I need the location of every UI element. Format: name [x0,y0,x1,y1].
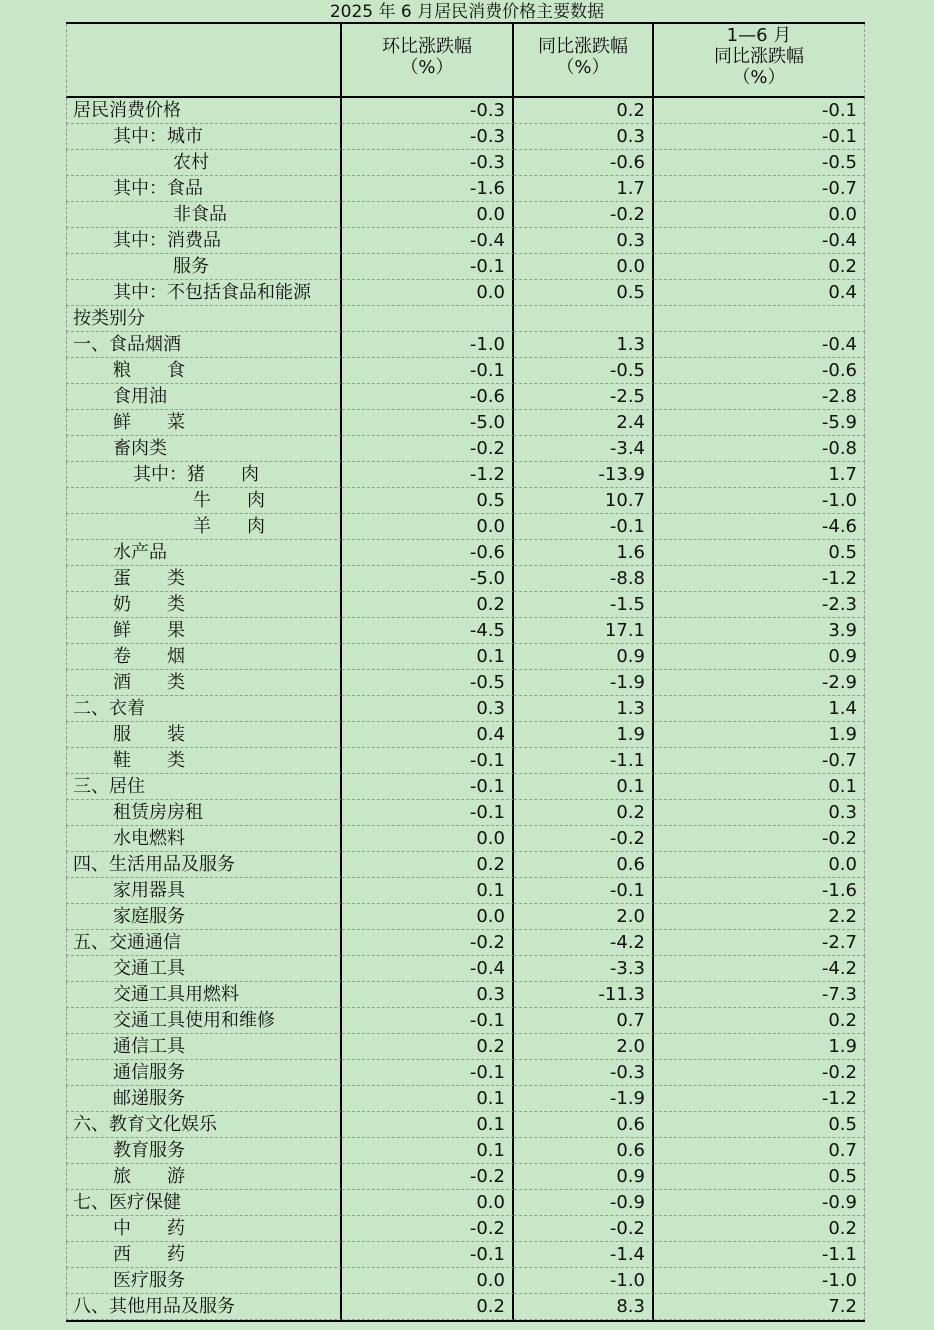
row-yoy-value: 2.0 [514,904,654,930]
row-mom-value: -1.0 [342,332,514,358]
header-mom [342,24,514,98]
row-label: 酒 类 [66,670,342,696]
row-label: 八、其他用品及服务 [66,1294,342,1320]
row-yoy-value: 0.6 [514,852,654,878]
row-label: 蛋 类 [66,566,342,592]
row-yoy-value: -1.1 [514,748,654,774]
row-ytd-value: -1.1 [654,1242,865,1268]
row-label: 家庭服务 [66,904,342,930]
row-yoy-value: -0.3 [514,1060,654,1086]
row-label: 食用油 [66,384,342,410]
row-yoy-value: 8.3 [514,1294,654,1320]
row-yoy-value: -4.2 [514,930,654,956]
row-ytd-value: -0.9 [654,1190,865,1216]
row-mom-value: -0.5 [342,670,514,696]
row-label: 西 药 [66,1242,342,1268]
row-ytd-value: 1.7 [654,462,865,488]
row-label: 鞋 类 [66,748,342,774]
row-label: 其中：猪 肉 [66,462,342,488]
row-label: 服务 [66,254,342,280]
row-yoy-value: 10.7 [514,488,654,514]
row-label: 五、交通通信 [66,930,342,956]
row-mom-value: 0.1 [342,1138,514,1164]
row-label: 医疗服务 [66,1268,342,1294]
header-ytd-line1: 1—6 月 [726,25,792,46]
row-mom-value: -0.1 [342,1060,514,1086]
row-ytd-value: -0.8 [654,436,865,462]
row-mom-value: -0.1 [342,1242,514,1268]
row-yoy-value: -13.9 [514,462,654,488]
row-yoy-value: -3.4 [514,436,654,462]
row-ytd-value: -0.2 [654,1060,865,1086]
row-label: 牛 肉 [66,488,342,514]
row-yoy-value: 0.7 [514,1008,654,1034]
row-yoy-value: -0.6 [514,150,654,176]
row-mom-value: -0.3 [342,150,514,176]
row-yoy-value: 0.3 [514,124,654,150]
row-yoy-value: 0.3 [514,228,654,254]
row-ytd-value: 1.4 [654,696,865,722]
row-label: 其中：食品 [66,176,342,202]
row-mom-value: 0.2 [342,852,514,878]
row-yoy-value: -0.2 [514,826,654,852]
row-label: 邮递服务 [66,1086,342,1112]
row-yoy-value: 0.9 [514,1164,654,1190]
row-yoy-value: 0.5 [514,280,654,306]
row-ytd-value: 0.1 [654,774,865,800]
row-ytd-value: -0.1 [654,98,865,124]
row-mom-value: -0.6 [342,384,514,410]
row-mom-value: -0.6 [342,540,514,566]
row-yoy-value: 1.9 [514,722,654,748]
row-mom-value: -0.1 [342,800,514,826]
row-label: 其中：不包括食品和能源 [66,280,342,306]
row-mom-value: -0.1 [342,774,514,800]
row-label: 交通工具使用和维修 [66,1008,342,1034]
row-ytd-value: -1.0 [654,1268,865,1294]
row-label: 一、食品烟酒 [66,332,342,358]
row-ytd-value: 0.5 [654,1112,865,1138]
page-title: 2025 年 6 月居民消费价格主要数据 [329,2,605,22]
row-ytd-value: -0.6 [654,358,865,384]
row-label: 水电燃料 [66,826,342,852]
row-ytd-value: -0.7 [654,176,865,202]
row-mom-value: 0.4 [342,722,514,748]
row-mom-value: 0.2 [342,1294,514,1320]
row-label: 通信工具 [66,1034,342,1060]
header-yoy-line2: （%） [556,57,610,78]
row-ytd-value: -1.6 [654,878,865,904]
row-label: 四、生活用品及服务 [66,852,342,878]
header-yoy-line1: 同比涨跌幅 [538,36,628,57]
row-label: 中 药 [66,1216,342,1242]
row-yoy-value: -8.8 [514,566,654,592]
row-ytd-value: -2.7 [654,930,865,956]
row-ytd-value: 0.3 [654,800,865,826]
row-label: 交通工具用燃料 [66,982,342,1008]
row-yoy-value: 0.6 [514,1112,654,1138]
row-yoy-value: 2.0 [514,1034,654,1060]
row-mom-value: 0.1 [342,644,514,670]
row-mom-value [342,306,514,332]
row-mom-value: -1.6 [342,176,514,202]
row-yoy-value: 0.0 [514,254,654,280]
row-label: 其中：城市 [66,124,342,150]
row-ytd-value: -2.3 [654,592,865,618]
row-mom-value: 0.1 [342,1086,514,1112]
row-label: 六、教育文化娱乐 [66,1112,342,1138]
row-yoy-value: 17.1 [514,618,654,644]
row-mom-value: -0.2 [342,930,514,956]
row-yoy-value [514,306,654,332]
row-label: 鲜 果 [66,618,342,644]
row-ytd-value: -0.5 [654,150,865,176]
row-mom-value: -1.2 [342,462,514,488]
row-ytd-value: 0.5 [654,1164,865,1190]
row-yoy-value: 0.2 [514,800,654,826]
row-label: 卷 烟 [66,644,342,670]
row-ytd-value: -0.7 [654,748,865,774]
row-label: 家用器具 [66,878,342,904]
row-yoy-value: -0.2 [514,202,654,228]
row-label: 三、居住 [66,774,342,800]
row-ytd-value: -2.9 [654,670,865,696]
row-label: 其中：消费品 [66,228,342,254]
row-mom-value: -5.0 [342,566,514,592]
row-mom-value: -0.1 [342,358,514,384]
row-label: 二、衣着 [66,696,342,722]
header-ytd-line3: （%） [732,67,786,88]
row-label: 服 装 [66,722,342,748]
row-ytd-value: 2.2 [654,904,865,930]
row-mom-value: 0.0 [342,280,514,306]
row-yoy-value: 1.3 [514,696,654,722]
row-yoy-value: -11.3 [514,982,654,1008]
row-ytd-value: 0.9 [654,644,865,670]
cpi-table [66,22,865,1322]
row-label: 粮 食 [66,358,342,384]
row-yoy-value: -0.9 [514,1190,654,1216]
row-mom-value: -0.3 [342,98,514,124]
row-ytd-value: 1.9 [654,722,865,748]
row-mom-value: 0.3 [342,982,514,1008]
row-ytd-value: -1.0 [654,488,865,514]
row-mom-value: 0.3 [342,696,514,722]
row-mom-value: 0.1 [342,878,514,904]
header-mom-line1: 环比涨跌幅 [382,36,472,57]
row-label: 七、医疗保健 [66,1190,342,1216]
row-ytd-value: -2.8 [654,384,865,410]
row-label: 交通工具 [66,956,342,982]
row-label: 羊 肉 [66,514,342,540]
row-mom-value: -4.5 [342,618,514,644]
row-mom-value: -0.2 [342,1216,514,1242]
row-mom-value: -0.2 [342,436,514,462]
header-ytd-line2: 同比涨跌幅 [714,46,804,67]
row-ytd-value: 0.0 [654,852,865,878]
row-ytd-value: -4.2 [654,956,865,982]
row-yoy-value: -2.5 [514,384,654,410]
row-yoy-value: -0.1 [514,878,654,904]
row-label: 奶 类 [66,592,342,618]
row-yoy-value: 1.6 [514,540,654,566]
row-yoy-value: -1.4 [514,1242,654,1268]
row-ytd-value: 0.5 [654,540,865,566]
row-label: 按类别分 [66,306,342,332]
row-yoy-value: -1.0 [514,1268,654,1294]
header-mom-line2: （%） [400,57,454,78]
row-ytd-value [654,306,865,332]
row-label: 水产品 [66,540,342,566]
row-mom-value: 0.0 [342,904,514,930]
row-ytd-value: -5.9 [654,410,865,436]
row-yoy-value: -1.5 [514,592,654,618]
row-ytd-value: -0.1 [654,124,865,150]
row-ytd-value: 3.9 [654,618,865,644]
row-yoy-value: -1.9 [514,1086,654,1112]
row-mom-value: -0.1 [342,748,514,774]
row-mom-value: -0.1 [342,254,514,280]
row-mom-value: 0.1 [342,1112,514,1138]
header-yoy [514,24,654,98]
row-mom-value: 0.0 [342,202,514,228]
row-mom-value: 0.0 [342,826,514,852]
row-mom-value: 0.0 [342,514,514,540]
row-mom-value: -0.4 [342,956,514,982]
row-yoy-value: -1.9 [514,670,654,696]
row-yoy-value: 0.1 [514,774,654,800]
row-ytd-value: -0.4 [654,228,865,254]
row-label: 租赁房房租 [66,800,342,826]
row-mom-value: -5.0 [342,410,514,436]
row-label: 通信服务 [66,1060,342,1086]
row-label: 教育服务 [66,1138,342,1164]
row-yoy-value: 0.9 [514,644,654,670]
row-mom-value: -0.1 [342,1008,514,1034]
row-label: 鲜 菜 [66,410,342,436]
row-ytd-value: 0.2 [654,1008,865,1034]
row-mom-value: 0.0 [342,1190,514,1216]
row-ytd-value: -0.2 [654,826,865,852]
row-ytd-value: -7.3 [654,982,865,1008]
row-yoy-value: 0.6 [514,1138,654,1164]
row-yoy-value: -0.1 [514,514,654,540]
row-label: 居民消费价格 [66,98,342,124]
row-yoy-value: -0.5 [514,358,654,384]
row-mom-value: 0.0 [342,1268,514,1294]
row-ytd-value: -4.6 [654,514,865,540]
header-ytd [654,24,865,98]
row-label: 农村 [66,150,342,176]
row-ytd-value: 1.9 [654,1034,865,1060]
row-ytd-value: 0.2 [654,1216,865,1242]
row-ytd-value: 0.4 [654,280,865,306]
row-yoy-value: 0.2 [514,98,654,124]
row-label: 旅 游 [66,1164,342,1190]
row-mom-value: 0.2 [342,592,514,618]
row-ytd-value: 7.2 [654,1294,865,1320]
row-ytd-value: 0.2 [654,254,865,280]
row-yoy-value: 1.7 [514,176,654,202]
row-mom-value: 0.2 [342,1034,514,1060]
row-ytd-value: 0.0 [654,202,865,228]
row-yoy-value: -0.2 [514,1216,654,1242]
header-item [66,24,342,98]
row-label: 畜肉类 [66,436,342,462]
row-mom-value: 0.5 [342,488,514,514]
row-mom-value: -0.3 [342,124,514,150]
row-yoy-value: -3.3 [514,956,654,982]
row-mom-value: -0.4 [342,228,514,254]
row-yoy-value: 1.3 [514,332,654,358]
row-mom-value: -0.2 [342,1164,514,1190]
row-label: 非食品 [66,202,342,228]
row-yoy-value: 2.4 [514,410,654,436]
row-ytd-value: 0.7 [654,1138,865,1164]
row-ytd-value: -1.2 [654,566,865,592]
row-ytd-value: -0.4 [654,332,865,358]
row-ytd-value: -1.2 [654,1086,865,1112]
